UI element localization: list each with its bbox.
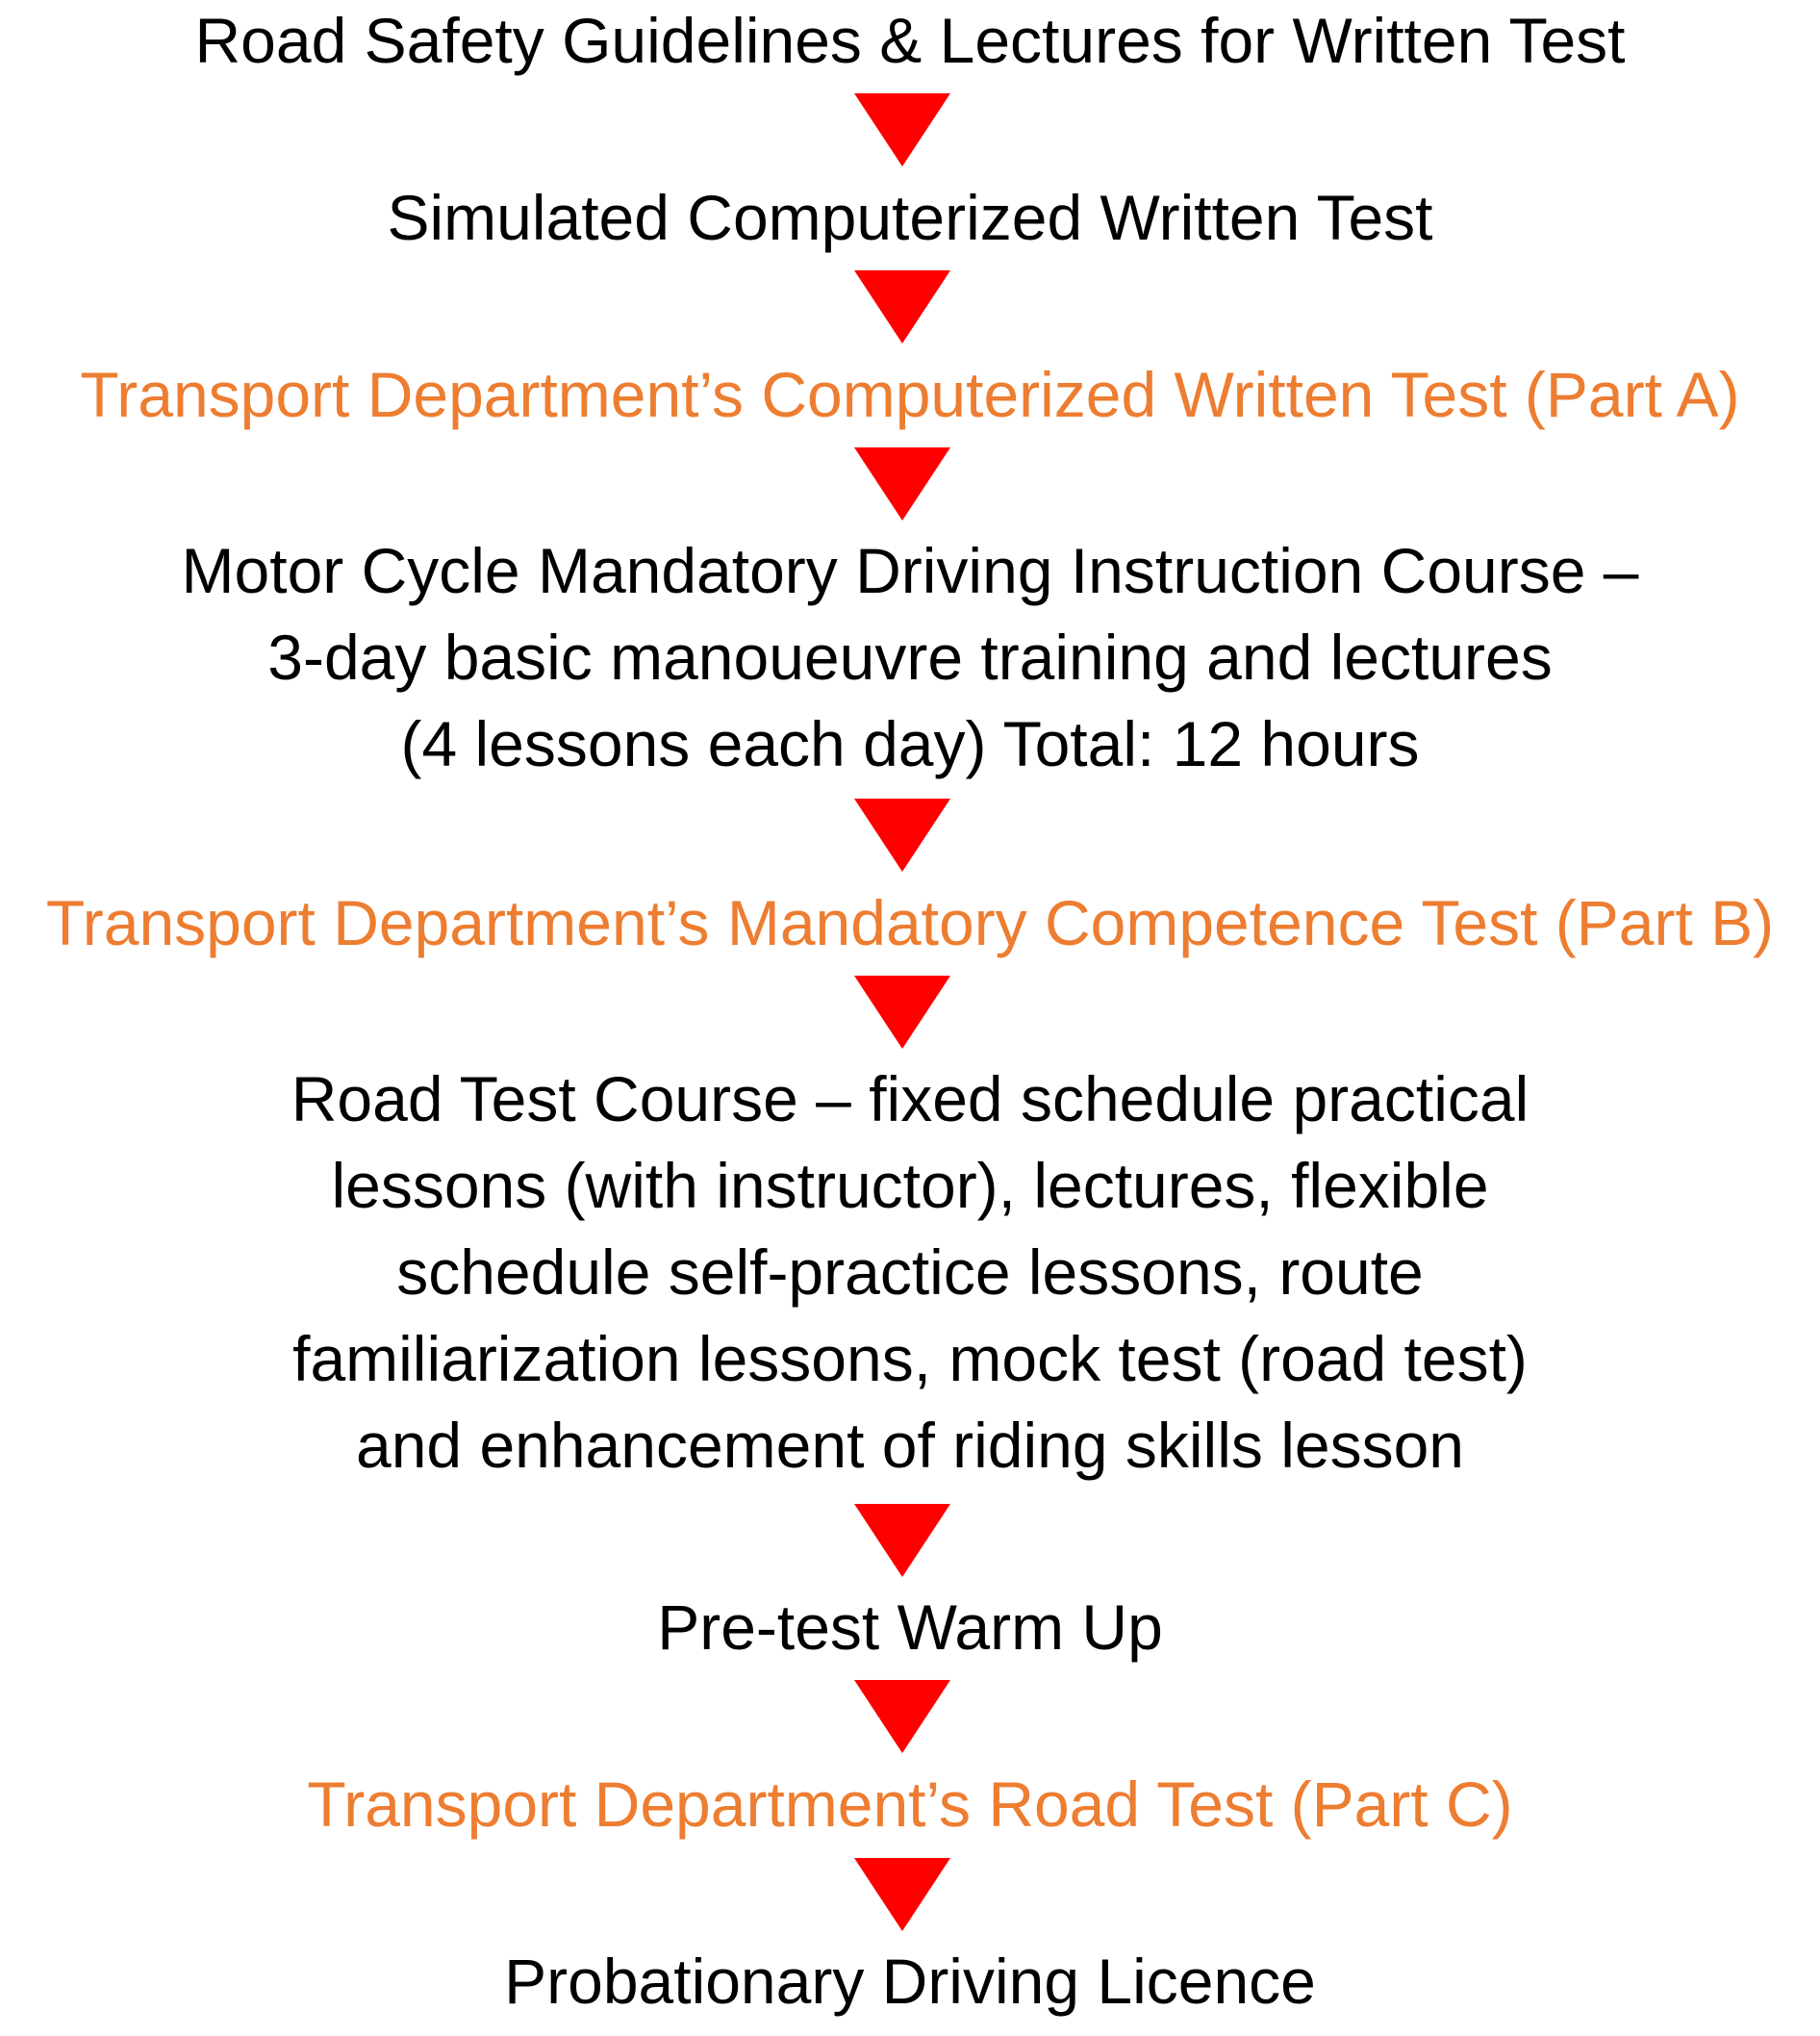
step-line: 3-day basic manoueuvre training and lectures: [267, 622, 1553, 693]
step-line: Road Safety Guidelines & Lectures for Written Test: [194, 5, 1626, 76]
step-line: Motor Cycle Mandatory Driving Instruction Course –: [181, 535, 1639, 606]
down-arrow-icon: [854, 1504, 950, 1577]
down-arrow-icon: [854, 799, 950, 872]
step-line: schedule self-practice lessons, route: [396, 1236, 1424, 1308]
step-line: familiarization lessons, mock test (road test): [292, 1323, 1528, 1394]
step-part-c-road-test: [0, 1761, 1820, 1847]
down-arrow-icon: [854, 976, 950, 1049]
step-mandatory-instruction-course: [0, 527, 1820, 787]
step-line: Road Test Course – fixed schedule practical: [291, 1063, 1529, 1134]
step-line: Transport Department’s Mandatory Competence Test (Part B): [45, 887, 1775, 958]
step-line: Pre-test Warm Up: [657, 1591, 1163, 1663]
down-arrow-icon: [854, 1680, 950, 1753]
step-probationary-licence: [0, 1938, 1820, 2024]
step-line: Transport Department’s Road Test (Part C): [307, 1769, 1513, 1840]
step-line: Probationary Driving Licence: [504, 1946, 1316, 2017]
step-part-a-written-test: [0, 351, 1820, 438]
down-arrow-icon: [854, 93, 950, 166]
down-arrow-icon: [854, 1858, 950, 1931]
down-arrow-icon: [854, 270, 950, 344]
step-line: Transport Department’s Computerized Written Test (Part A): [80, 359, 1740, 430]
step-part-b-competence-test: [0, 879, 1820, 966]
step-line: lessons (with instructor), lectures, flexible: [331, 1150, 1489, 1221]
step-written-test-lectures: [0, 0, 1820, 84]
step-road-test-course: [0, 1056, 1820, 1489]
step-pre-test-warm-up: [0, 1584, 1820, 1670]
step-line: Simulated Computerized Written Test: [387, 182, 1433, 253]
down-arrow-icon: [854, 447, 950, 521]
step-simulated-written-test: [0, 174, 1820, 261]
step-line: (4 lessons each day) Total: 12 hours: [400, 708, 1420, 779]
step-line: and enhancement of riding skills lesson: [355, 1410, 1464, 1481]
